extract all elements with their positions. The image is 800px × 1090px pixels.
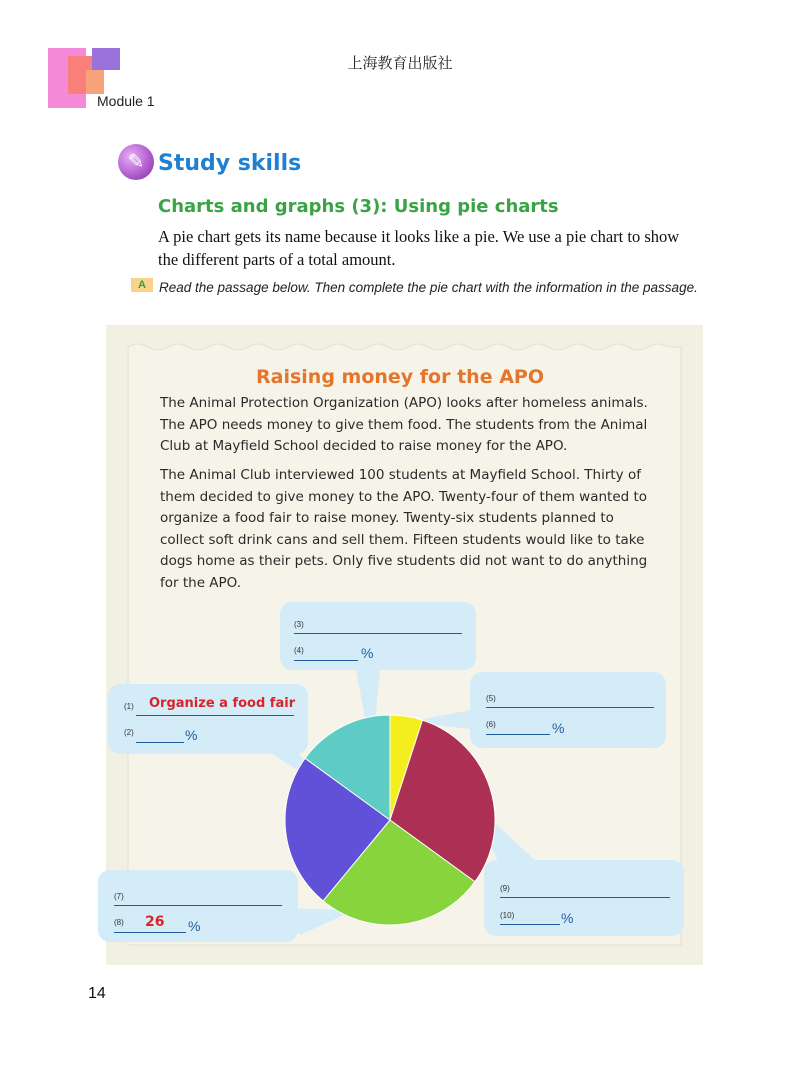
module-label: Module 1 xyxy=(97,93,155,109)
section-subtitle: Charts and graphs (3): Using pie charts xyxy=(158,196,559,217)
percent-sign: % xyxy=(561,910,574,926)
answer-bubble-1 xyxy=(108,684,308,754)
percent-sign: % xyxy=(552,720,565,736)
percent-sign: % xyxy=(361,645,374,661)
blank-number: (1) xyxy=(124,702,134,711)
passage-title: Raising money for the APO xyxy=(256,366,544,388)
blank-number: (9) xyxy=(500,884,510,893)
blank-number: (6) xyxy=(486,720,496,729)
answer-blank[interactable] xyxy=(294,632,462,634)
answer-bubble-4 xyxy=(98,870,298,942)
answer-bubble-3 xyxy=(470,672,666,748)
section-title: Study skills xyxy=(158,151,302,176)
answer-blank[interactable] xyxy=(500,896,670,898)
passage-paragraph-1: The Animal Protection Organization (APO) looks after homeless animals. The APO needs money to give them food. The students from the Animal Club at Mayfield School decided to raise money for the APO. xyxy=(160,395,648,454)
blank-number: (3) xyxy=(294,620,304,629)
answer-blank[interactable] xyxy=(136,741,184,743)
page-number: 14 xyxy=(88,985,106,1002)
passage-paragraph-2: The Animal Club interviewed 100 students at Mayfield School. Thirty of them decided to give money to the APO. Twenty-four of them wanted to organize a food fair to raise money. Twenty-six students planned to collect soft drink cans and sell them. Fifteen students would like to take dogs home as their pets. Only five students did not want to do anything for the APO. xyxy=(160,467,648,591)
blank-number: (7) xyxy=(114,892,124,901)
answer-blank[interactable] xyxy=(114,904,282,906)
answer-blank[interactable] xyxy=(500,923,560,925)
tools-icon: ✎ xyxy=(118,144,154,180)
answer-blank[interactable] xyxy=(486,733,550,735)
blank-number: (5) xyxy=(486,694,496,703)
filled-answer: 26 xyxy=(145,914,165,930)
answer-blank[interactable] xyxy=(114,931,186,933)
percent-sign: % xyxy=(185,727,198,743)
answer-blank[interactable] xyxy=(294,659,358,661)
exercise-marker: A xyxy=(131,278,153,292)
answer-bubble-2 xyxy=(280,602,476,670)
blank-number: (8) xyxy=(114,918,124,927)
intro-text: A pie chart gets its name because it looks like a pie. We use a pie chart to show the different parts of a total amount. xyxy=(158,227,680,269)
publisher-name: 上海教育出版社 xyxy=(347,54,453,72)
percent-sign: % xyxy=(188,918,201,934)
answer-blank[interactable] xyxy=(136,714,294,716)
filled-answer: Organize a food fair xyxy=(149,696,296,711)
blank-number: (10) xyxy=(500,911,515,920)
blank-number: (2) xyxy=(124,728,134,737)
answer-bubble-5 xyxy=(484,860,684,936)
pie-chart xyxy=(280,710,500,930)
blank-number: (4) xyxy=(294,646,304,655)
instruction-text: Read the passage below. Then complete the pie chart with the information in the passage. xyxy=(159,280,698,295)
answer-blank[interactable] xyxy=(486,706,654,708)
